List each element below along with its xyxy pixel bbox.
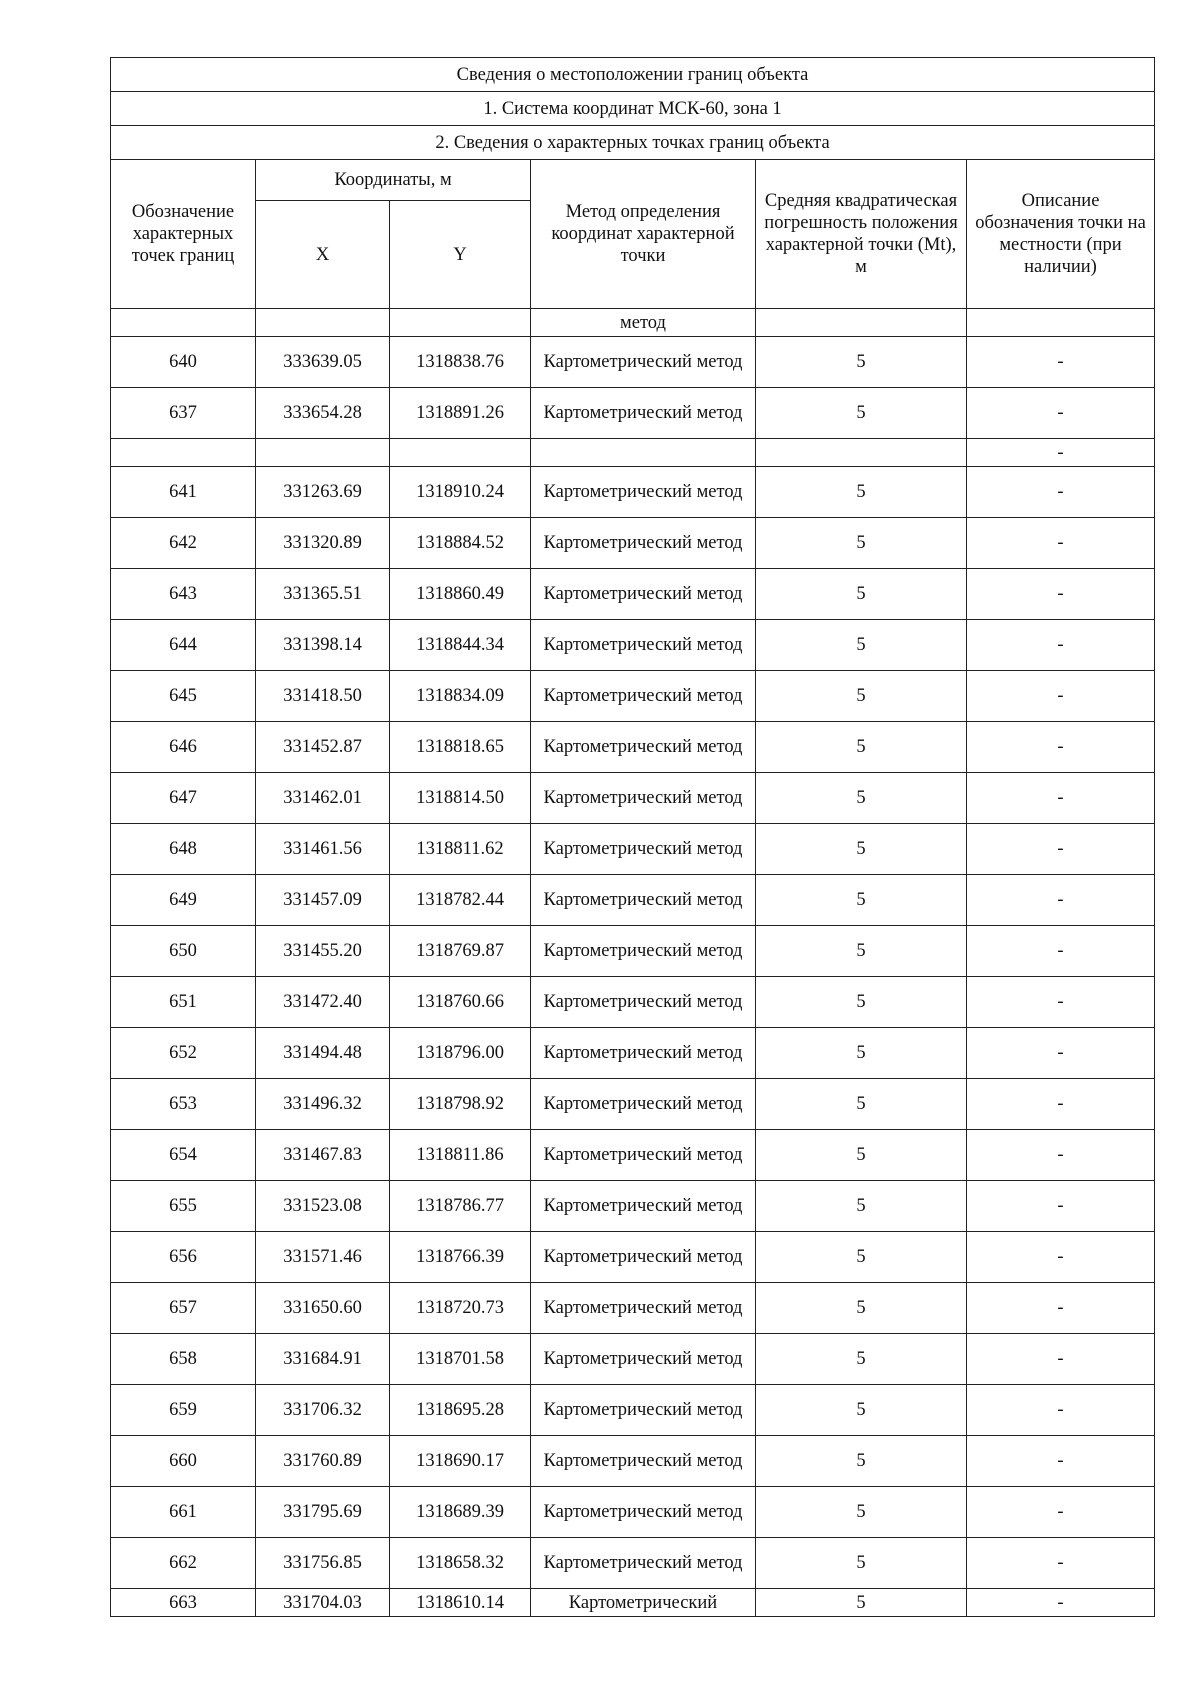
- cell-point: 646: [111, 722, 256, 773]
- cell-description: -: [967, 722, 1155, 773]
- cell-error: 5: [756, 824, 967, 875]
- cell-method: Картометрический метод: [531, 1538, 756, 1589]
- cell-method: Картометрический метод: [531, 1181, 756, 1232]
- cell-method: метод: [531, 309, 756, 337]
- cell-error: 5: [756, 1232, 967, 1283]
- table-row: [111, 1538, 1155, 1589]
- cell-error: 5: [756, 1079, 967, 1130]
- cell-description: -: [967, 518, 1155, 569]
- cell-method: Картометрический метод: [531, 467, 756, 518]
- table-row: [111, 518, 1155, 569]
- cell-x: 331684.91: [256, 1334, 390, 1385]
- cell-point: 647: [111, 773, 256, 824]
- cell-method: Картометрический метод: [531, 569, 756, 620]
- cell-error: 5: [756, 1181, 967, 1232]
- cell-error: [756, 439, 967, 467]
- cell-description: -: [967, 926, 1155, 977]
- cell-x: 331467.83: [256, 1130, 390, 1181]
- table-row: [111, 337, 1155, 388]
- cell-point: [111, 439, 256, 467]
- cell-description: -: [967, 1334, 1155, 1385]
- cell-description: -: [967, 773, 1155, 824]
- cell-method: Картометрический метод: [531, 875, 756, 926]
- cell-error: 5: [756, 1334, 967, 1385]
- cell-description: -: [967, 824, 1155, 875]
- cell-error: 5: [756, 569, 967, 620]
- table-row: [111, 620, 1155, 671]
- cell-y: [390, 439, 531, 467]
- cell-method: Картометрический метод: [531, 1436, 756, 1487]
- cell-error: 5: [756, 1283, 967, 1334]
- cell-y: 1318769.87: [390, 926, 531, 977]
- cell-description: -: [967, 467, 1155, 518]
- cell-method: Картометрический метод: [531, 1079, 756, 1130]
- cell-x: [256, 439, 390, 467]
- cell-y: 1318844.34: [390, 620, 531, 671]
- cell-method: Картометрический метод: [531, 620, 756, 671]
- cell-y: 1318690.17: [390, 1436, 531, 1487]
- cell-point: [111, 309, 256, 337]
- cell-point: 642: [111, 518, 256, 569]
- table-row: [111, 722, 1155, 773]
- table-title: Сведения о местоположении границ объекта: [111, 58, 1155, 92]
- cell-description: -: [967, 1538, 1155, 1589]
- cell-point: 651: [111, 977, 256, 1028]
- cell-error: 5: [756, 722, 967, 773]
- table-row: [111, 1436, 1155, 1487]
- cell-description: -: [967, 569, 1155, 620]
- cell-y: 1318766.39: [390, 1232, 531, 1283]
- cell-method: Картометрический метод: [531, 1385, 756, 1436]
- cell-y: 1318796.00: [390, 1028, 531, 1079]
- table-row: [111, 1181, 1155, 1232]
- table-row: [111, 1334, 1155, 1385]
- cell-point: 661: [111, 1487, 256, 1538]
- cell-error: 5: [756, 467, 967, 518]
- cell-x: 331704.03: [256, 1589, 390, 1617]
- table-row: [111, 1487, 1155, 1538]
- cell-point: 641: [111, 467, 256, 518]
- cell-error: 5: [756, 388, 967, 439]
- cell-point: 656: [111, 1232, 256, 1283]
- table-row: [111, 569, 1155, 620]
- cell-method: Картометрический метод: [531, 518, 756, 569]
- cell-method: Картометрический метод: [531, 1283, 756, 1334]
- cell-y: 1318838.76: [390, 337, 531, 388]
- cell-x: 331756.85: [256, 1538, 390, 1589]
- cell-error: 5: [756, 926, 967, 977]
- cell-error: 5: [756, 875, 967, 926]
- table-row: [111, 977, 1155, 1028]
- cell-point: 644: [111, 620, 256, 671]
- cell-x: 331263.69: [256, 467, 390, 518]
- cell-error: 5: [756, 337, 967, 388]
- cell-method: Картометрический метод: [531, 773, 756, 824]
- cell-method: Картометрический метод: [531, 1487, 756, 1538]
- cell-description: -: [967, 1232, 1155, 1283]
- cell-point: 645: [111, 671, 256, 722]
- cell-error: 5: [756, 1436, 967, 1487]
- cell-description: -: [967, 620, 1155, 671]
- cell-description: -: [967, 1028, 1155, 1079]
- cell-description: -: [967, 875, 1155, 926]
- cell-x: 331320.89: [256, 518, 390, 569]
- col-header-coordinates: Координаты, м: [256, 160, 531, 201]
- cell-x: 331452.87: [256, 722, 390, 773]
- cell-description: -: [967, 671, 1155, 722]
- cell-method: Картометрический метод: [531, 926, 756, 977]
- cell-y: 1318798.92: [390, 1079, 531, 1130]
- cell-y: 1318811.62: [390, 824, 531, 875]
- cell-x: 331571.46: [256, 1232, 390, 1283]
- cell-y: 1318891.26: [390, 388, 531, 439]
- cell-x: 331455.20: [256, 926, 390, 977]
- cell-y: 1318786.77: [390, 1181, 531, 1232]
- cell-error: [756, 309, 967, 337]
- cell-point: 643: [111, 569, 256, 620]
- table-row: [111, 773, 1155, 824]
- cell-point: 663: [111, 1589, 256, 1617]
- cell-description: -: [967, 1181, 1155, 1232]
- cell-x: 331795.69: [256, 1487, 390, 1538]
- cell-y: 1318760.66: [390, 977, 531, 1028]
- table-row: [111, 1079, 1155, 1130]
- cell-x: 331457.09: [256, 875, 390, 926]
- coordinate-system: 1. Система координат МСК-60, зона 1: [111, 92, 1155, 126]
- table-row: [111, 1589, 1155, 1617]
- cell-y: 1318834.09: [390, 671, 531, 722]
- cell-method: Картометрический метод: [531, 388, 756, 439]
- cell-error: 5: [756, 620, 967, 671]
- table-row: [111, 875, 1155, 926]
- cell-point: 650: [111, 926, 256, 977]
- table-row: [111, 309, 1155, 337]
- cell-method: Картометрический метод: [531, 671, 756, 722]
- cell-x: 331760.89: [256, 1436, 390, 1487]
- table-row: [111, 671, 1155, 722]
- cell-x: [256, 309, 390, 337]
- cell-error: 5: [756, 977, 967, 1028]
- cell-y: 1318610.14: [390, 1589, 531, 1617]
- cell-point: 658: [111, 1334, 256, 1385]
- cell-description: -: [967, 1079, 1155, 1130]
- cell-description: -: [967, 1385, 1155, 1436]
- cell-description: -: [967, 439, 1155, 467]
- cell-point: 659: [111, 1385, 256, 1436]
- col-header-error: Средняя квадратическая погрешность положения характерной точки (Mt), м: [756, 160, 967, 309]
- table-row: [111, 467, 1155, 518]
- cell-description: -: [967, 1487, 1155, 1538]
- table-row: [111, 1028, 1155, 1079]
- cell-method: Картометрический метод: [531, 722, 756, 773]
- cell-y: 1318814.50: [390, 773, 531, 824]
- cell-point: 637: [111, 388, 256, 439]
- cell-y: 1318910.24: [390, 467, 531, 518]
- col-header-description: Описание обозначения точки на местности (при наличии): [967, 160, 1155, 309]
- cell-x: 331523.08: [256, 1181, 390, 1232]
- cell-method: Картометрический: [531, 1589, 756, 1617]
- cell-x: 331494.48: [256, 1028, 390, 1079]
- cell-method: [531, 439, 756, 467]
- cell-error: 5: [756, 1385, 967, 1436]
- cell-method: Картометрический метод: [531, 1028, 756, 1079]
- points-section-title: 2. Сведения о характерных точках границ объекта: [111, 126, 1155, 160]
- table-row: [111, 1385, 1155, 1436]
- cell-y: 1318818.65: [390, 722, 531, 773]
- cell-point: 657: [111, 1283, 256, 1334]
- table-row: [111, 926, 1155, 977]
- cell-x: 331365.51: [256, 569, 390, 620]
- cell-description: -: [967, 1283, 1155, 1334]
- table-row: [111, 824, 1155, 875]
- table-row: [111, 388, 1155, 439]
- cell-point: 649: [111, 875, 256, 926]
- cell-method: Картометрический метод: [531, 977, 756, 1028]
- cell-point: 662: [111, 1538, 256, 1589]
- cell-x: 333654.28: [256, 388, 390, 439]
- cell-x: 331462.01: [256, 773, 390, 824]
- cell-description: -: [967, 1130, 1155, 1181]
- cell-y: 1318720.73: [390, 1283, 531, 1334]
- cell-method: Картометрический метод: [531, 1130, 756, 1181]
- cell-x: 331706.32: [256, 1385, 390, 1436]
- cell-point: 653: [111, 1079, 256, 1130]
- table-row: [111, 1283, 1155, 1334]
- cell-x: 331496.32: [256, 1079, 390, 1130]
- cell-description: -: [967, 977, 1155, 1028]
- cell-point: 640: [111, 337, 256, 388]
- cell-error: 5: [756, 1130, 967, 1181]
- cell-y: 1318884.52: [390, 518, 531, 569]
- cell-method: Картометрический метод: [531, 337, 756, 388]
- cell-method: Картометрический метод: [531, 824, 756, 875]
- col-header-designation: Обозначение характерных точек границ: [111, 160, 256, 309]
- cell-description: -: [967, 1436, 1155, 1487]
- cell-error: 5: [756, 773, 967, 824]
- cell-y: 1318782.44: [390, 875, 531, 926]
- cell-y: 1318860.49: [390, 569, 531, 620]
- cell-description: -: [967, 1589, 1155, 1617]
- cell-point: 652: [111, 1028, 256, 1079]
- cell-x: 331418.50: [256, 671, 390, 722]
- cell-point: 648: [111, 824, 256, 875]
- cell-y: 1318701.58: [390, 1334, 531, 1385]
- col-header-x: X: [256, 201, 390, 309]
- cell-method: Картометрический метод: [531, 1232, 756, 1283]
- coordinates-table: [110, 57, 1155, 1617]
- cell-method: Картометрический метод: [531, 1334, 756, 1385]
- table-body: [111, 309, 1155, 1617]
- cell-error: 5: [756, 1487, 967, 1538]
- cell-error: 5: [756, 518, 967, 569]
- col-header-y: Y: [390, 201, 531, 309]
- cell-error: 5: [756, 1589, 967, 1617]
- col-header-method: Метод определения координат характерной точки: [531, 160, 756, 309]
- cell-description: -: [967, 388, 1155, 439]
- cell-y: 1318689.39: [390, 1487, 531, 1538]
- cell-point: 660: [111, 1436, 256, 1487]
- table-row: [111, 439, 1155, 467]
- cell-y: [390, 309, 531, 337]
- cell-point: 655: [111, 1181, 256, 1232]
- cell-point: 654: [111, 1130, 256, 1181]
- cell-y: 1318695.28: [390, 1385, 531, 1436]
- cell-error: 5: [756, 1028, 967, 1079]
- cell-description: [967, 309, 1155, 337]
- cell-y: 1318811.86: [390, 1130, 531, 1181]
- cell-x: 331472.40: [256, 977, 390, 1028]
- cell-x: 331650.60: [256, 1283, 390, 1334]
- table-row: [111, 1130, 1155, 1181]
- cell-x: 333639.05: [256, 337, 390, 388]
- cell-error: 5: [756, 671, 967, 722]
- cell-y: 1318658.32: [390, 1538, 531, 1589]
- table-row: [111, 1232, 1155, 1283]
- cell-error: 5: [756, 1538, 967, 1589]
- cell-description: -: [967, 337, 1155, 388]
- cell-x: 331398.14: [256, 620, 390, 671]
- cell-x: 331461.56: [256, 824, 390, 875]
